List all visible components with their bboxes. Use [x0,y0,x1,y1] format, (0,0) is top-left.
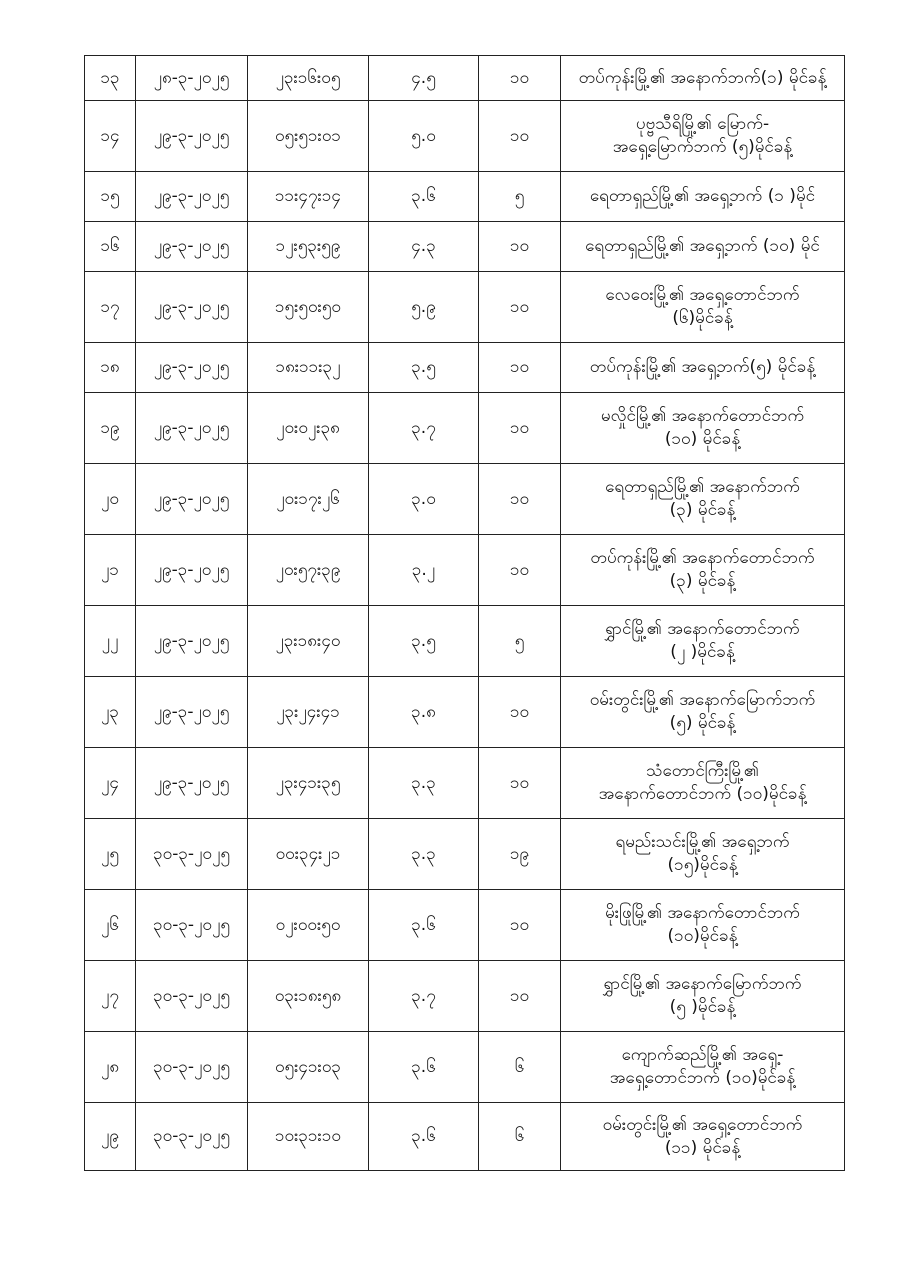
magnitude-cell: ၄.၅ [369,56,479,101]
magnitude-cell: ၃.၆ [369,890,479,961]
row-number: ၂၈ [85,1032,136,1103]
date-cell: ၂၉-၃-၂၀၂၅ [136,172,248,222]
date-cell: ၂၉-၃-၂၀၂၅ [136,343,248,393]
depth-cell: ၁၀ [479,272,561,343]
magnitude-cell: ၃.၂ [369,535,479,606]
location-line: (၁၀) မိုင်ခန့် [664,429,741,449]
time-cell: ၂၃း၁၆း၀၅ [248,56,369,101]
date-cell: ၂၉-၃-၂၀၂၅ [136,393,248,464]
location-line: (၃) မိုင်ခန့် [669,500,736,520]
date-cell: ၂၉-၃-၂၀၂၅ [136,272,248,343]
magnitude-cell: ၃.၆ [369,172,479,222]
location-line: အရှေ့တောင်ဘက် (၁၀)မိုင်ခန့် [609,1068,796,1088]
location-cell [561,819,845,890]
location-cell [561,606,845,677]
magnitude-cell: ၅.၀ [369,101,479,172]
location-line: မိုးဖြုမြို့၏ အနောက်တောင်ဘက် [605,903,800,924]
time-cell: ၂၀း၅၇း၃၉ [248,535,369,606]
row-number: ၂၉ [85,1103,136,1171]
date-cell: ၃၀-၃-၂၀၂၅ [136,819,248,890]
table-row [85,961,845,1032]
location-line: လေဝေးမြို့၏ အရှေ့တောင်ဘက် [605,285,800,306]
depth-cell: ၁၀ [479,464,561,535]
table-row [85,464,845,535]
magnitude-cell: ၃.၀ [369,464,479,535]
location-cell [561,1103,845,1171]
row-number: ၂၁ [85,535,136,606]
location-line: တပ်ကုန်းမြို့၏ အရှေ့ဘက်(၅) မိုင်ခန့် [589,357,816,378]
table-row [85,101,845,172]
row-number: ၂၅ [85,819,136,890]
date-cell: ၃၀-၃-၂၀၂၅ [136,1032,248,1103]
row-number: ၂၇ [85,961,136,1032]
time-cell: ၂၀း၁၇း၂၆ [248,464,369,535]
time-cell: ၂၃း၁၈း၄၀ [248,606,369,677]
row-number: ၂၆ [85,890,136,961]
location-line: ဝမ်းတွင်းမြို့၏ အရှေ့တောင်ဘက် [602,1114,803,1135]
location-line: (၃) မိုင်ခန့် [669,571,736,591]
location-line: ရွှာင်မြို့၏ အနောက်တောင်ဘက် [605,619,800,640]
date-cell: ၃၀-၃-၂၀၂၅ [136,1103,248,1171]
table-row [85,677,845,748]
magnitude-cell: ၃.၆ [369,1103,479,1171]
depth-cell: ၁၀ [479,343,561,393]
location-cell [561,393,845,464]
magnitude-cell: ၃.၆ [369,1032,479,1103]
magnitude-cell: ၃.၈ [369,677,479,748]
table-row [85,56,845,101]
row-number: ၁၆ [85,222,136,272]
magnitude-cell: ၃.၇ [369,393,479,464]
location-line: (၅) မိုင်ခန့် [669,713,736,733]
table-body [85,56,845,1171]
location-line: ဝမ်းတွင်းမြို့၏ အနောက်မြောက်ဘက် [589,690,816,711]
location-cell [561,56,845,101]
depth-cell: ၁၉ [479,819,561,890]
row-number: ၁၃ [85,56,136,101]
location-line: ကျောက်ဆည်မြို့၏ အရှေ့- [621,1045,784,1066]
depth-cell: ၁၀ [479,890,561,961]
magnitude-cell: ၃.၅ [369,606,479,677]
time-cell: ၂၀း၀၂း၃၈ [248,393,369,464]
table-row [85,819,845,890]
date-cell: ၂၉-၃-၂၀၂၅ [136,535,248,606]
location-line: ရမည်းသင်းမြို့၏ အရှေ့ဘက် [615,832,790,853]
depth-cell: ၁၀ [479,961,561,1032]
table-row [85,272,845,343]
location-line: (၁၅)မိုင်ခန့် [667,855,738,875]
date-cell: ၂၉-၃-၂၀၂၅ [136,464,248,535]
depth-cell: ၁၀ [479,222,561,272]
magnitude-cell: ၄.၃ [369,222,479,272]
location-line: တပ်ကုန်းမြို့၏ အနောက်တောင်ဘက် [590,548,815,569]
table-row [85,606,845,677]
row-number: ၁၅ [85,172,136,222]
depth-cell: ၅ [479,606,561,677]
table-row [85,172,845,222]
location-cell [561,343,845,393]
date-cell: ၂၈-၃-၂၀၂၅ [136,56,248,101]
depth-cell: ၁၀ [479,535,561,606]
time-cell: ၂၃း၄၁း၃၅ [248,748,369,819]
date-cell: ၂၉-၃-၂၀၂၅ [136,606,248,677]
table-row [85,890,845,961]
time-cell: ၀၂း၀၀း၅၀ [248,890,369,961]
time-cell: ၂၃း၂၄း၄၁ [248,677,369,748]
time-cell: ၁၁း၄၇း၁၄ [248,172,369,222]
location-line: (၆)မိုင်ခန့် [672,308,733,328]
location-line: (၂ )မိုင်ခန့် [670,642,735,662]
location-line: (၁၀)မိုင်ခန့် [667,926,738,946]
table-row [85,343,845,393]
location-cell [561,1032,845,1103]
time-cell: ၀၃း၁၈း၅၈ [248,961,369,1032]
location-cell [561,464,845,535]
date-cell: ၃၀-၃-၂၀၂၅ [136,961,248,1032]
location-cell [561,535,845,606]
location-line: မလှိုင်မြို့၏ အနောက်တောင်ဘက် [600,406,805,427]
row-number: ၁၉ [85,393,136,464]
location-line: သံတောင်ကြီးမြို့၏ [646,761,759,782]
date-cell: ၂၉-၃-၂၀၂၅ [136,101,248,172]
row-number: ၁၄ [85,101,136,172]
table-row [85,222,845,272]
location-line: တပ်ကုန်းမြို့၏ အနောက်ဘက်(၁) မိုင်ခန့် [578,67,827,88]
location-line: ရေတာရှည်မြို့၏ အနောက်ဘက် [605,477,800,498]
location-line: (၁၁) မိုင်ခန့် [664,1137,741,1158]
depth-cell: ၁၀ [479,101,561,172]
row-number: ၁၇ [85,272,136,343]
time-cell: ၁၅း၅၀း၅၀ [248,272,369,343]
table-row [85,748,845,819]
depth-cell: ၁၀ [479,677,561,748]
table-row [85,1103,845,1171]
earthquake-table [84,55,845,1171]
date-cell: ၂၉-၃-၂၀၂၅ [136,748,248,819]
time-cell: ၁၈း၁၁း၃၂ [248,343,369,393]
location-cell [561,748,845,819]
location-line: ရွှာင်မြို့၏ အနောက်မြောက်ဘက် [603,974,802,995]
magnitude-cell: ၅.၉ [369,272,479,343]
location-cell [561,890,845,961]
row-number: ၂၃ [85,677,136,748]
date-cell: ၂၉-၃-၂၀၂၅ [136,677,248,748]
location-cell [561,222,845,272]
magnitude-cell: ၃.၇ [369,961,479,1032]
location-cell [561,961,845,1032]
depth-cell: ၆ [479,1103,561,1171]
depth-cell: ၅ [479,172,561,222]
magnitude-cell: ၃.၅ [369,343,479,393]
time-cell: ၀၀း၃၄း၂၁ [248,819,369,890]
row-number: ၂၂ [85,606,136,677]
magnitude-cell: ၃.၃ [369,748,479,819]
location-cell [561,677,845,748]
earthquake-table-container [84,55,844,1171]
depth-cell: ၆ [479,1032,561,1103]
row-number: ၂၀ [85,464,136,535]
time-cell: ၀၅း၄၁း၀၃ [248,1032,369,1103]
location-line: အနောက်တောင်ဘက် (၁၀)မိုင်ခန့် [598,784,807,804]
location-line: အရှေ့မြောက်ဘက် (၅)မိုင်ခန့် [612,137,793,157]
location-cell [561,172,845,222]
depth-cell: ၁၀ [479,748,561,819]
depth-cell: ၁၀ [479,393,561,464]
location-line: ရေတာရှည်မြို့၏ အရှေ့ဘက် (၁၀) မိုင် [585,236,820,257]
location-line: (၅ )မိုင်ခန့် [669,997,736,1017]
location-cell [561,101,845,172]
magnitude-cell: ၃.၃ [369,819,479,890]
location-cell [561,272,845,343]
location-line: ပုဗ္ဗသီရိမြို့၏ မြောက်- [635,114,770,135]
time-cell: ၀၅း၅၁း၀၁ [248,101,369,172]
row-number: ၂၄ [85,748,136,819]
date-cell: ၃၀-၃-၂၀၂၅ [136,890,248,961]
date-cell: ၂၉-၃-၂၀၂၅ [136,222,248,272]
row-number: ၁၈ [85,343,136,393]
table-row [85,1032,845,1103]
location-line: ရေတာရှည်မြို့၏ အရှေ့ဘက် (၁ )မိုင် [589,186,816,207]
table-row [85,535,845,606]
time-cell: ၁၀း၃၁း၁၀ [248,1103,369,1171]
depth-cell: ၁၀ [479,56,561,101]
table-row [85,393,845,464]
time-cell: ၁၂း၅၃း၅၉ [248,222,369,272]
